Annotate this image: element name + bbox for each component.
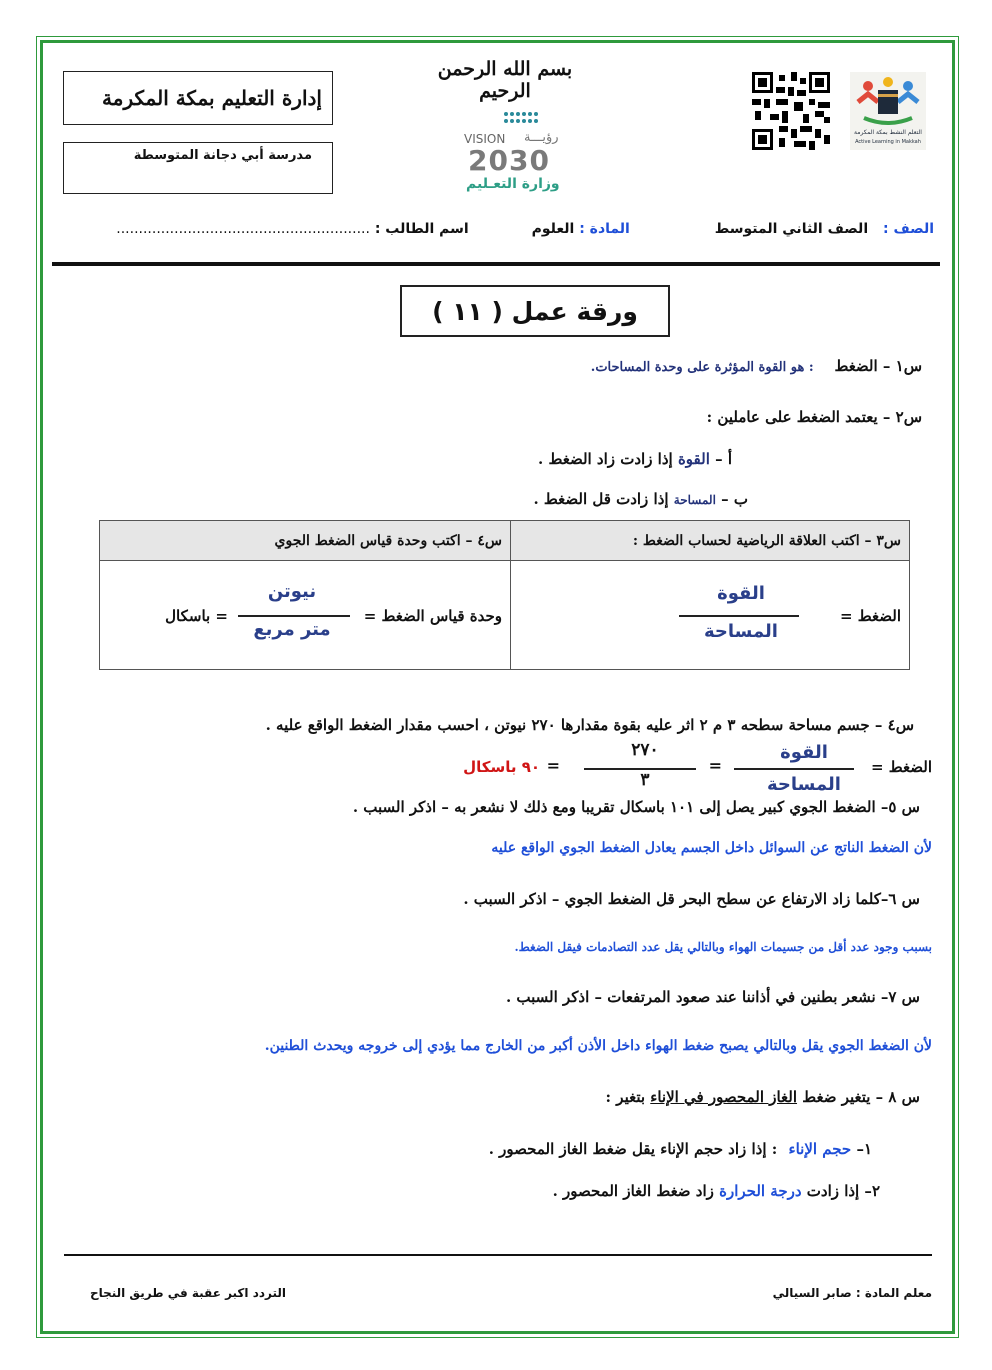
- q3-numerator: القوة: [717, 583, 765, 604]
- q4-lhs: وحدة قياس الضغط =: [363, 607, 502, 625]
- subject-label: المادة :: [579, 221, 630, 237]
- student-label: اسم الطالب :: [374, 221, 469, 237]
- logo-caption-ar: التعلم النشط بمكة المكرمة: [854, 129, 922, 136]
- school-box: [63, 142, 333, 194]
- q5-answer: لأن الضغط الناتج عن السوائل داخل الجسم يعادل الضغط الجوي الواقع عليه: [491, 840, 932, 856]
- q4-header-cell: [100, 521, 511, 561]
- q7-answer: لأن الضغط الجوي يقل وبالتالي يصبح ضغط الهواء داخل الأذن أكبر من الخارج مما يؤدي إلى خروجه ويحدث الطنين.: [264, 1038, 932, 1054]
- q4calc-bar1: [734, 768, 854, 770]
- q4calc-den2: ٣: [640, 770, 650, 790]
- ministry-name: وزارة التعـليم: [466, 176, 560, 192]
- basmala: بسم الله الرحمن الرحيم: [437, 58, 573, 102]
- vision-ar: رؤيـــة: [524, 130, 559, 145]
- q4calc-formula: [420, 742, 940, 798]
- grade-value: الصف الثاني المتوسط: [714, 221, 869, 237]
- q4calc-num2: ٢٧٠: [631, 740, 659, 760]
- vision-year: 2030: [468, 144, 550, 177]
- q5-question: س ٥– الضغط الجوي كبير يصل إلى ١٠١ باسكال تقريبا ومع ذلك لا نشعر به – اذكر السبب .: [352, 798, 920, 816]
- q6-answer: بسبب وجود عدد أقل من جسيمات الهواء وبالتالي يقل عدد التصادمات فيقل الضغط.: [514, 940, 932, 954]
- q1: [400, 357, 922, 375]
- worksheet-title-box: [400, 285, 670, 337]
- q3-denominator: المساحة: [704, 621, 778, 642]
- q6-question: س ٦–كلما زاد الارتفاع عن سطح البحر قل الضغط الجوي – اذكر السبب .: [463, 890, 920, 908]
- info-row: [60, 221, 934, 245]
- q3-fraction-bar: [679, 615, 799, 617]
- q4-denominator: متر مربع: [253, 619, 331, 640]
- q4-rhs: = باسكال: [165, 607, 228, 625]
- q8-underlined: الغاز المحصور في الإناء: [650, 1088, 798, 1106]
- q4-numerator: نيوتن: [267, 581, 317, 602]
- grade-label: الصف :: [883, 221, 934, 237]
- q2-question: س٢ – يعتمد الضغط على عاملين :: [706, 408, 922, 426]
- logo-caption-en: Active Learning in Makkah: [855, 139, 921, 145]
- q4-fraction-bar: [238, 615, 350, 617]
- footer-divider: [64, 1254, 932, 1256]
- header-divider: [52, 262, 940, 266]
- q3-header-cell: [511, 521, 910, 561]
- q8-item1-word: حجم الإناء: [788, 1140, 852, 1158]
- q4calc-eq2: =: [546, 756, 560, 775]
- school-text: مدرسة أبي دجانة المتوسطة: [133, 148, 312, 163]
- q7-question: س ٧– نشعر بطنين في أذاننا عند صعود المرتفعات – اذكر السبب .: [505, 988, 920, 1006]
- q3-header: س٣ – اكتب العلاقة الرياضية لحساب الضغط :: [632, 532, 901, 549]
- q4calc-lhs: الضغط =: [870, 758, 932, 776]
- vision-en: VISION: [464, 132, 506, 146]
- q2-item-a: أ – القوة إذا زادت زاد الضغط .: [538, 450, 732, 468]
- q1-answer: : هو القوة المؤثرة على وحدة المساحات.: [590, 360, 814, 375]
- q4-header: س٤ – اكتب وحدة قياس الضغط الجوي: [274, 532, 502, 549]
- q8-item-2: ٢– إذا زادت درجة الحرارة زاد ضغط الغاز المحصور .: [552, 1182, 880, 1200]
- q3-q4-table: [99, 520, 910, 670]
- q2-a-word: القوة: [677, 450, 710, 468]
- worksheet-title: ورقة عمل ( ١١ ): [432, 297, 638, 326]
- vision-2030-logo: [462, 108, 582, 194]
- admin-box: [63, 71, 333, 125]
- q8-item-1: ١– حجم الإناء : إذا زاد حجم الإناء يقل ضغط الغاز المحصور .: [488, 1140, 872, 1158]
- q2-b-word: المساحة: [673, 493, 716, 507]
- q8-item2-word: درجة الحرارة: [719, 1182, 802, 1200]
- qr-code[interactable]: [752, 72, 830, 150]
- subject-value: العلوم: [531, 221, 575, 237]
- q8-question: س ٨ – يتغير ضغط الغاز المحصور في الإناء بتغير :: [605, 1088, 920, 1106]
- footer-motto: التردد اكبر عقبة في طريق النجاح: [89, 1286, 286, 1300]
- admin-text: إدارة التعليم بمكة المكرمة: [102, 86, 322, 110]
- q3-lhs: الضغط =: [839, 607, 901, 625]
- student-dots[interactable]: .........................................................: [116, 221, 370, 237]
- q4calc-result: ٩٠ باسكال: [463, 758, 540, 776]
- q4calc-eq1: =: [708, 756, 722, 775]
- q2-item-b: ب – المساحة إذا زادت قل الضغط .: [533, 490, 748, 508]
- q3-formula-cell: [511, 561, 910, 670]
- q4calc-num1: القوة: [780, 742, 828, 763]
- q4calc-den1: المساحة: [767, 774, 841, 795]
- active-learning-logo: [850, 72, 926, 150]
- q4-formula-cell: [100, 561, 511, 670]
- footer-teacher: معلم المادة : صابر السيالي: [772, 1286, 932, 1300]
- q4calc-question: س٤ – جسم مساحة سطحه ٣ م ٢ اثر عليه بقوة مقدارها ٢٧٠ نيوتن ، احسب مقدار الضغط الواقع عليه .: [265, 716, 914, 734]
- q1-label: س١ – الضغط: [834, 357, 922, 375]
